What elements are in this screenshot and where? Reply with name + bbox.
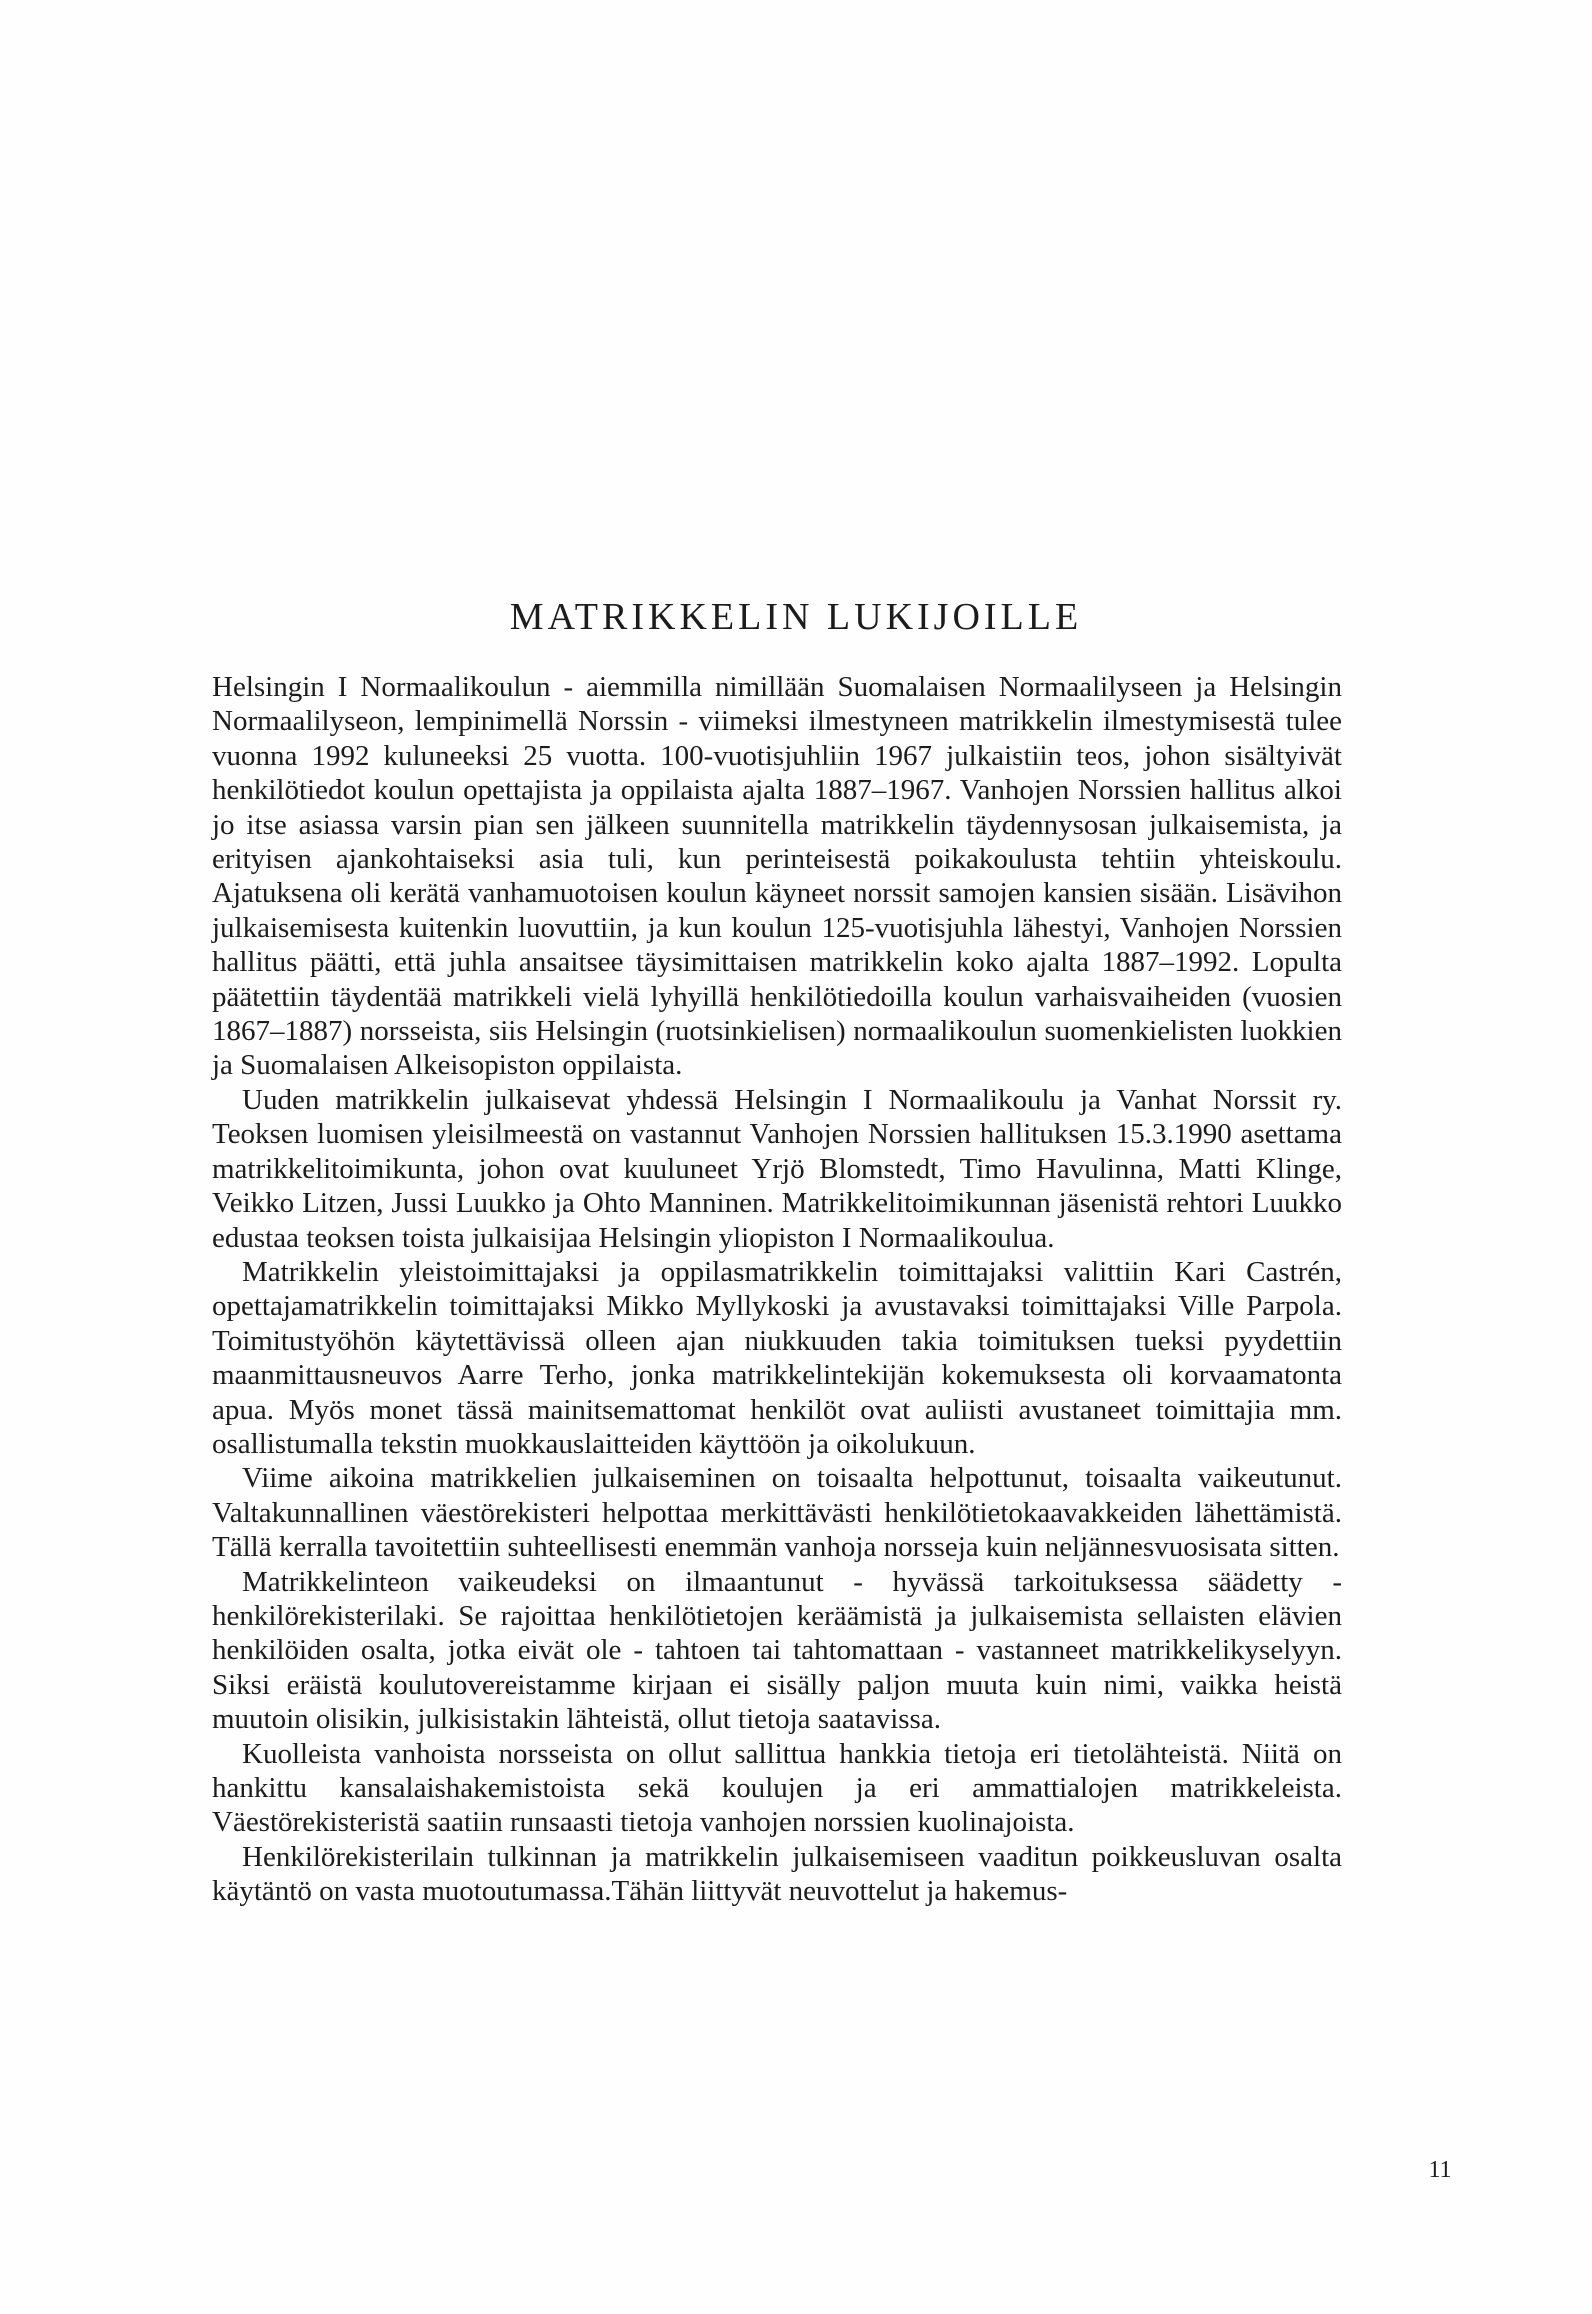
paragraph: Uuden matrikkelin julkaisevat yhdessä Helsingin I Normaalikoulu ja Vanhat Norssit ry. Teoksen luomisen yleisilmeestä on vastannut Vanhojen Norssien hallituksen 15.3.1990 asettama matrikkelitoimikunta, johon ovat kuuluneet Yrjö Blomstedt, Timo Havulinna, Matti Klinge, Veikko Litzen, Jussi Luukko ja Ohto Manninen. Matrikkelitoimikunnan jäsenistä rehtori Luukko edustaa teoksen toista julkaisijaa Helsingin yliopiston I Normaalikoulua.	[212, 1083, 1342, 1254]
body-text	[212, 670, 1342, 1909]
paragraph: Viime aikoina matrikkelien julkaiseminen on toisaalta helpottunut, toisaalta vaikeutunut. Valtakunnallinen väestörekisteri helpottaa merkittävästi henkilötietokaavakkeiden lähettämistä. Tällä kerralla tavoitettiin suhteellisesti enemmän vanhoja norsseja kuin neljännesvuosisata sitten.	[212, 1462, 1342, 1564]
paragraph: Matrikkelin yleistoimittajaksi ja oppilasmatrikkelin toimittajaksi valittiin Kari Castrén, opettajamatrikkelin toimittajaksi Mikko Myllykoski ja avustavaksi toimittajaksi Ville Parpola. Toimitustyöhön käytettävissä olleen ajan niukkuuden takia toimituksen tueksi pyydettiin maanmittausneuvos Aarre Terho, jonka matrikkelintekijän kokemuksesta oli korvaamatonta apua. Myös monet tässä mainitsemattomat henkilöt ovat auliisti avustaneet toimittajia mm. osallistumalla tekstin muokkauslaitteiden käyttöön ja oikolukuun.	[212, 1255, 1342, 1460]
paragraph: Matrikkelinteon vaikeudeksi on ilmaantunut - hyvässä tarkoituksessa säädetty - henkilörekisterilaki. Se rajoittaa henkilötietojen keräämistä ja julkaisemista sellaisten elävien henkilöiden osalta, jotka eivät ole - tahtoen tai tahtomattaan - vastanneet matrikkelikyselyyn. Siksi eräistä koulutovereistamme kirjaan ei sisälly paljon muuta kuin nimi, vaikka heistä muutoin olisikin, julkisistakin lähteistä, ollut tietoja saatavissa.	[212, 1565, 1342, 1736]
paragraph: Kuolleista vanhoista norsseista on ollut sallittua hankkia tietoja eri tietolähteistä. Niitä on hankittu kansalaishakemistoista sekä koulujen ja eri ammattialojen matrikkeleista. Väestörekisteristä saatiin runsaasti tietoja vanhojen norssien kuolinajoista.	[212, 1737, 1342, 1839]
page-number: 11	[1428, 2157, 1452, 2183]
page-title: MATRIKKELIN LUKIJOILLE	[509, 596, 1083, 638]
paragraph: Helsingin I Normaalikoulun - aiemmilla nimillään Suomalaisen Normaalilyseen ja Helsingin Normaalilyseon, lempinimellä Norssin - viimeksi ilmestyneen matrikkelin ilmestymisestä tulee vuonna 1992 kuluneeksi 25 vuotta. 100-vuotisjuhliin 1967 julkaistiin teos, johon sisältyivät henkilötiedot koulun opettajista ja oppilaista ajalta 1887–1967. Vanhojen Norssien hallitus alkoi jo itse asiassa varsin pian sen jälkeen suunnitella matrikkelin täydennysosan julkaisemista, ja erityisen ajankohtaiseksi asia tuli, kun perinteisestä poikakoulusta tehtiin yhteiskoulu. Ajatuksena oli kerätä vanhamuotoisen koulun käyneet norssit samojen kansien sisään. Lisävihon julkaisemisesta kuitenkin luovuttiin, ja kun koulun 125-vuotisjuhla lähestyi, Vanhojen Norssien hallitus päätti, että juhla ansaitsee täysimittaisen matrikkelin koko ajalta 1887–1992. Lopulta päätettiin täydentää matrikkeli vielä lyhyillä henkilötiedoilla koulun varhaisvaiheiden (vuosien 1867–1887) norsseista, siis Helsingin (ruotsinkielisen) normaalikoulun suomenkielisten luokkien ja Suomalaisen Alkeisopiston oppilaista.	[212, 671, 1342, 1082]
paragraph: Henkilörekisterilain tulkinnan ja matrikkelin julkaisemiseen vaaditun poikkeusluvan osalta käytäntö on vasta muotoutumassa.Tähän liittyvät neuvottelut ja hakemus-	[212, 1840, 1342, 1908]
